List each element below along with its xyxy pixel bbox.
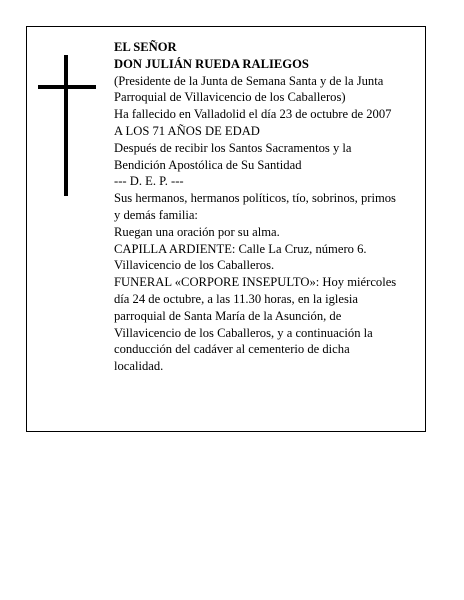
- notice-line: Bendición Apostólica de Su Santidad: [114, 157, 302, 172]
- notice-line: Villavicencio de los Caballeros, y a continuación la: [114, 325, 373, 340]
- notice-line: Parroquial de Villavicencio de los Caballeros): [114, 90, 346, 105]
- notice-line: día 24 de octubre, a las 11.30 horas, en la iglesia: [114, 291, 358, 306]
- notice-line: Ha fallecido en Valladolid el día 23 de octubre de 2007: [114, 107, 392, 122]
- notice-line: CAPILLA ARDIENTE: Calle La Cruz, número 6.: [114, 241, 367, 256]
- notice-line: FUNERAL «CORPORE INSEPULTO»: Hoy miércoles: [114, 275, 397, 290]
- cross-horizontal-bar: [38, 85, 96, 89]
- notice-line: (Presidente de la Junta de Semana Santa y de la Junta: [114, 73, 384, 88]
- notice-line: --- D. E. P. ---: [114, 174, 184, 189]
- notice-line: Ruegan una oración por su alma.: [114, 224, 280, 239]
- notice-line: y demás familia:: [114, 207, 198, 222]
- deceased-name: DON JULIÁN RUEDA RALIEGOS: [114, 56, 309, 71]
- notice-heading-title: EL SEÑOR: [114, 40, 177, 54]
- obituary-text: [114, 39, 426, 375]
- notice-line: Sus hermanos, hermanos políticos, tío, sobrinos, primos: [114, 191, 396, 206]
- notice-line: Después de recibir los Santos Sacramentos y la: [114, 140, 352, 155]
- cross-vertical-bar: [64, 55, 68, 196]
- notice-line: Villavicencio de los Caballeros.: [114, 258, 275, 273]
- notice-line: A LOS 71 AÑOS DE EDAD: [114, 123, 260, 138]
- notice-line: parroquial de Santa María de la Asunción, de: [114, 308, 342, 323]
- notice-line: conducción del cadáver al cementerio de dicha: [114, 342, 350, 357]
- notice-line: localidad.: [114, 359, 164, 374]
